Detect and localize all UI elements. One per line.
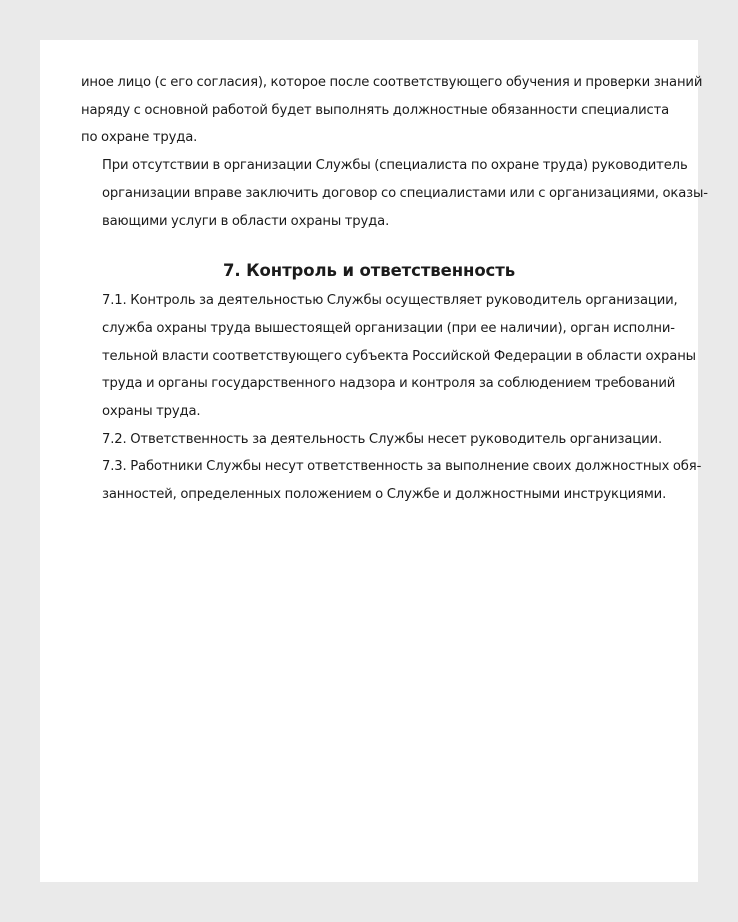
clause-7-3 xyxy=(81,453,702,508)
text-line: 7.3. Работники Службы несут ответственность за выполнение своих должностных обя- xyxy=(102,459,702,475)
document-page xyxy=(40,40,708,882)
text-line: наряду с основной работой будет выполнять должностные обязанности специалиста xyxy=(81,102,670,118)
text-line: тельной власти соответствующего субъекта Российской Федерации в области охраны xyxy=(102,348,696,364)
text-line: 7.1. Контроль за деятельностью Службы осуществляет руководитель организации, xyxy=(102,293,678,309)
text-line: по охране труда. xyxy=(81,130,198,146)
absence-paragraph xyxy=(81,152,708,235)
section-title: 7. Контроль и ответственность xyxy=(222,261,516,281)
text-line: иное лицо (с его согласия), которое после соответствующего обучения и проверки знаний xyxy=(81,75,703,90)
text-line: занностей, определенных положением о Службе и должностными инструкциями. xyxy=(102,487,667,503)
text-line: 7.2. Ответственность за деятельность Службы несет руководитель организации. xyxy=(102,431,662,447)
text-line: вающими услуги в области охраны труда. xyxy=(102,213,390,229)
text-line: труда и органы государственного надзора и контроля за соблюдением требований xyxy=(102,376,676,392)
text-line: организации вправе заключить договор со специалистами или с организациями, оказы- xyxy=(102,185,708,201)
text-line: При отсутствии в организации Службы (специалиста по охране труда) руководитель xyxy=(102,158,688,174)
clause-7-1 xyxy=(81,287,696,426)
clause-7-2 xyxy=(81,426,662,454)
text-line: служба охраны труда вышестоящей организации (при ее наличии), орган исполни- xyxy=(102,320,675,336)
intro-paragraph xyxy=(81,69,703,152)
text-line: охраны труда. xyxy=(102,404,201,420)
